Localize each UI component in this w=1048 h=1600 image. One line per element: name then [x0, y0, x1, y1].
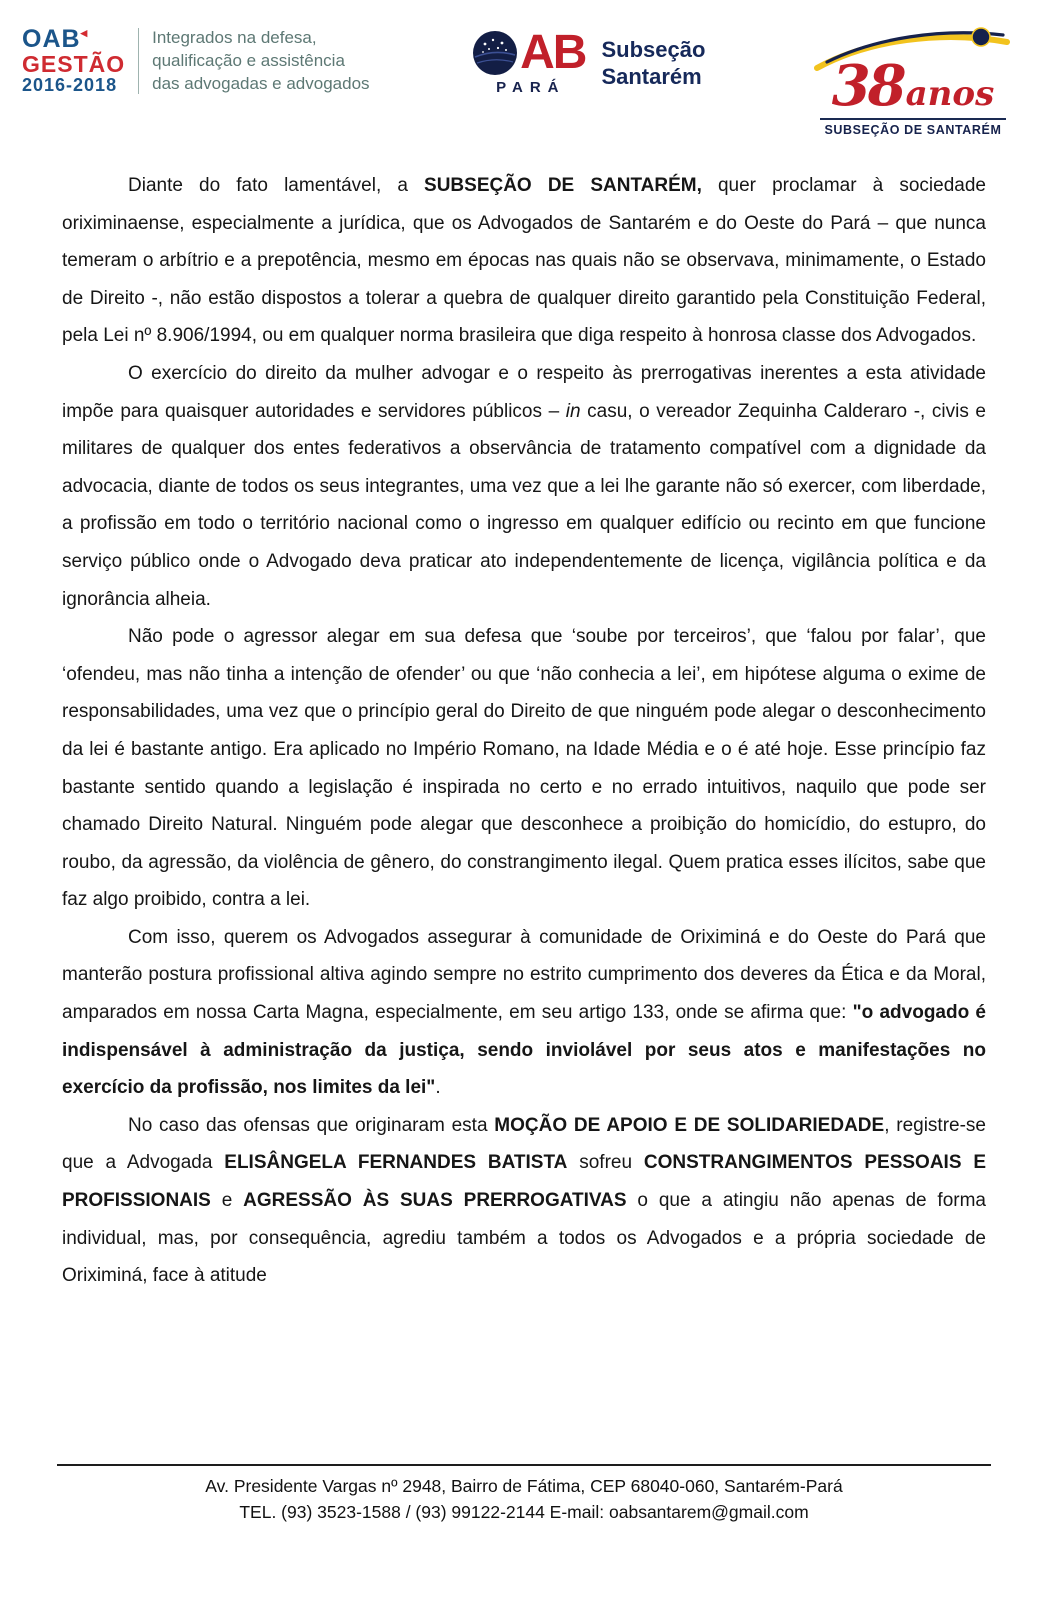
oab-text: OAB	[22, 25, 81, 53]
text-segment: , registre-se que a Advogada	[62, 1114, 986, 1174]
paragraph-3	[62, 618, 986, 919]
text-segment: O exercício do direito da mulher advogar e o respeito às prerrogativas inerentes a esta atividade impõe para quaisquer autoridades e servidores públicos –	[62, 362, 986, 422]
red-flag-icon: ◂	[80, 25, 89, 40]
text-segment-italic: in	[565, 400, 581, 422]
paragraph-4	[62, 919, 986, 1107]
footer-address: Av. Presidente Vargas nº 2948, Bairro de Fátima, CEP 68040-060, Santarém-Pará	[205, 1476, 843, 1496]
oab-ab-text: AB	[520, 26, 586, 80]
subsecao-line: Subseção	[601, 37, 706, 62]
globe-icon	[472, 30, 518, 76]
text-segment: .	[435, 1077, 441, 1099]
gestao-tagline	[152, 26, 369, 95]
anos-digits-text: 38	[831, 53, 904, 119]
document-header	[0, 0, 1048, 137]
text-segment-bold: MOÇÃO DE APOIO E DE SOLIDARIEDADE	[494, 1114, 885, 1136]
oab-para-mark	[472, 26, 586, 96]
text-segment: o que a atingiu não apenas de forma individual, mas, por consequência, agrediu também a todos os Advogados e a própria sociedade de Oriximiná, face à atitude	[62, 1190, 987, 1287]
gestao-years-text: 2016-2018	[22, 75, 118, 96]
text-segment: Com isso, querem os Advogados assegurar à comunidade de Oriximiná e do Oeste do Pará que manterão postura profissional altiva agindo sempre no estrito cumprimento dos deveres da Ética e da Moral, amparados em nossa Carta Magna, especialmente, em seu artigo 133, onde se afirma que:	[62, 926, 986, 1024]
anos-caption-text: SUBSEÇÃO DE SANTARÉM	[820, 118, 1006, 137]
text-segment-bold: SUBSEÇÃO DE SANTARÉM,	[424, 175, 702, 196]
text-segment-bold: CONSTRANGIMENTOS PESSOAIS E PROFISSIONAIS	[62, 1152, 986, 1212]
text-segment: sofreu	[567, 1152, 644, 1174]
paragraph-2	[62, 355, 986, 618]
text-segment: Diante do fato lamentável, a	[128, 175, 425, 196]
tagline-line: qualificação e assistência	[152, 51, 345, 71]
tagline-line: Integrados na defesa,	[152, 28, 317, 48]
footer-contact: TEL. (93) 3523-1588 / (93) 99122-2144 E-mail: oabsantarem@gmail.com	[239, 1502, 809, 1522]
oab-letters	[472, 26, 586, 80]
text-segment-bold: ELISÂNGELA FERNANDES BATISTA	[224, 1152, 568, 1174]
paragraph-1	[62, 167, 986, 355]
text-segment: e	[210, 1190, 244, 1212]
text-segment: casu, o vereador Zequinha Calderaro -, civis e militares de qualquer dos entes federativos a observância de tratamento compatível com a dignidade da advocacia, diante de todos os seus integrantes, uma vez que a lei lhe garante não só exercer, com liberdade, a profissão em todo o território nacional como o ingresso em qualquer edifício ou recinto em que funcione serviço público onde o Advogado deva praticar ato independentemente de licença, vigilância política e da ignorância alheia.	[62, 400, 986, 610]
document-footer	[57, 1464, 991, 1525]
oab-gestao-logo	[22, 26, 370, 95]
gestao-text: GESTÃO	[22, 51, 126, 78]
anos-script-text: anos	[905, 74, 995, 114]
text-segment-bold: "o advogado é indispensável à administração da justiça, sendo inviolável por seus atos e manifestações no exercício da profissão, nos limites da lei"	[62, 1002, 986, 1099]
38-anos-logo	[808, 26, 1018, 137]
anos-wordmark	[808, 53, 1018, 119]
paragraph-5	[62, 1107, 986, 1295]
text-segment-bold: AGRESSÃO ÀS SUAS PRERROGATIVAS	[243, 1190, 627, 1212]
para-text: PARÁ	[496, 79, 566, 96]
vertical-divider	[138, 28, 139, 94]
oab-para-logo	[472, 26, 705, 96]
subsecao-line: Santarém	[601, 64, 702, 89]
oab-gestao-oab-text	[22, 26, 125, 52]
oab-gestao-wordmark	[22, 26, 125, 95]
text-segment: Não pode o agressor alegar em sua defesa que ‘soube por terceiros’, que ‘falou por falar’, que ‘ofendeu, mas não tinha a intenção de ofender’ ou que ‘não conhecia a lei’, em hipótese alguma o exime de responsabilidades, uma vez que o princípio geral do Direito de que ninguém pode alegar o desconhecimento da lei é bastante antigo. Era aplicado no Império Romano, na Idade Média e o é até hoje. Esse princípio faz bastante sentido quando a legislação é inspirada no certo e no errado intuitivos, naquilo que pode ser chamado Direito Natural. Ninguém pode alegar que desconhece a proibição do homicídio, do estupro, do roubo, da agressão, da violência de gênero, do constrangimento ilegal. Quem pratica esses ilícitos, sabe que faz algo proibido, contra a lei.	[62, 626, 986, 911]
text-segment: quer proclamar à sociedade oriximinaense, especialmente a jurídica, que os Advogados de Santarém e do Oeste do Pará – que nunca temeram o arbítrio e a prepotência, mesmo em épocas nas quais não se observava, minimamente, o Estado de Direito -, não estão dispostos a tolerar a quebra de qualquer direito garantido pela Constituição Federal, pela Lei nº 8.906/1994, ou em qualquer norma brasileira que diga respeito à honrosa classe dos Advogados.	[62, 175, 986, 347]
text-segment: No caso das ofensas que originaram esta	[128, 1114, 495, 1136]
tagline-line: das advogadas e advogados	[152, 74, 370, 94]
document-body	[62, 167, 986, 1295]
subsecao-santarem-text	[601, 36, 705, 90]
